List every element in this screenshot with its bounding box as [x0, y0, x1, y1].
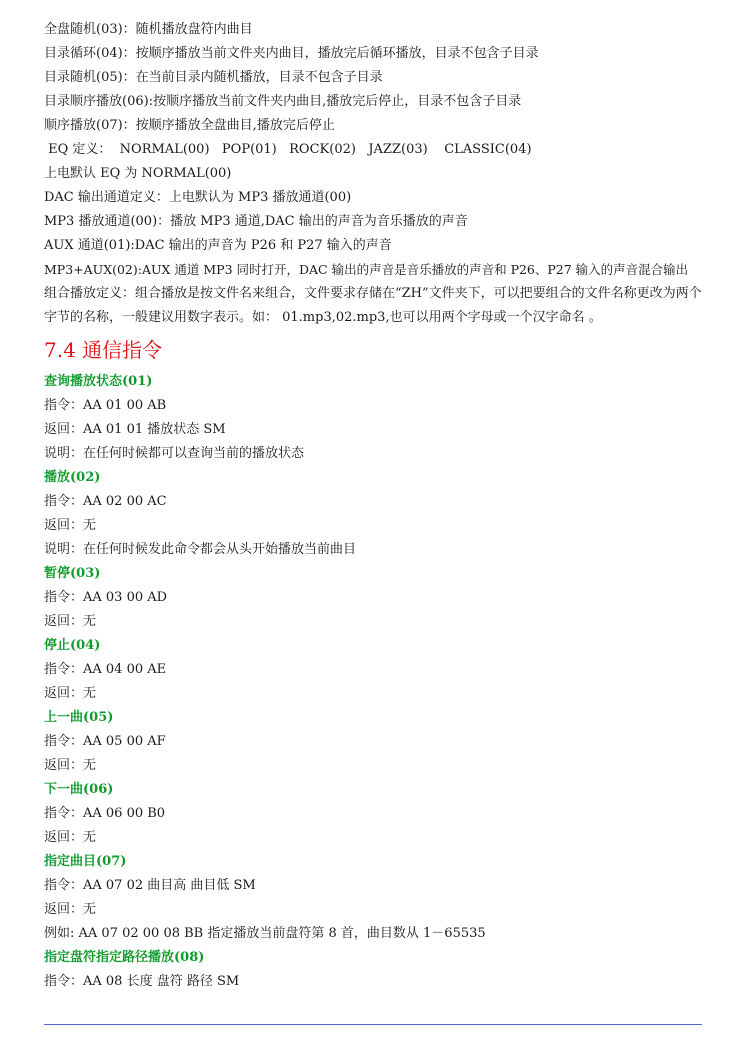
intro-line: DAC 输出通道定义：上电默认为 MP3 播放通道(00): [44, 190, 352, 205]
intro-line: 目录循环(04)：按顺序播放当前文件夹内曲目，播放完后循环播放，目录不包含子目录: [44, 46, 539, 61]
command-title: 指定盘符指定路径播放(08): [44, 950, 205, 965]
command-title: 播放(02): [44, 470, 101, 485]
command-line: 返回：AA 01 01 播放状态 SM: [44, 422, 226, 437]
intro-line: 顺序播放(07)：按顺序播放全盘曲目,播放完后停止: [44, 118, 335, 133]
command-list: [44, 370, 714, 994]
command-title: 上一曲(05): [44, 710, 114, 725]
section-title: 7.4 通信指令: [44, 338, 163, 362]
command-line: 指令：AA 08 长度 盘符 路径 SM: [44, 974, 240, 989]
command-item: [44, 850, 714, 946]
command-line: 说明：在任何时候发此命令都会从头开始播放当前曲目: [44, 542, 357, 557]
command-title: 下一曲(06): [44, 782, 114, 797]
command-item: [44, 634, 714, 706]
command-line: 指令：AA 05 00 AF: [44, 734, 166, 749]
document-body: [44, 18, 714, 994]
command-line: 返回：无: [44, 686, 97, 701]
command-item: [44, 706, 714, 778]
command-line: 指令：AA 06 00 B0: [44, 806, 166, 821]
command-line: 返回：无: [44, 830, 97, 845]
command-line: 说明：在任何时候都可以查询当前的播放状态: [44, 446, 305, 461]
command-line: 例如: AA 07 02 00 08 BB 指定播放当前盘符第 8 首，曲目数从 1－65535: [44, 926, 486, 941]
command-item: [44, 370, 714, 466]
command-item: [44, 778, 714, 850]
intro-line: 目录顺序播放(06):按顺序播放当前文件夹内曲目,播放完后停止，目录不包含子目录: [44, 94, 522, 109]
command-line: 指令：AA 03 00 AD: [44, 590, 168, 605]
command-line: 返回：无: [44, 614, 97, 629]
command-item: [44, 466, 714, 562]
intro-line: MP3 播放通道(00)：播放 MP3 通道,DAC 输出的声音为音乐播放的声音: [44, 214, 468, 229]
command-item: [44, 562, 714, 634]
command-title: 暂停(03): [44, 566, 101, 581]
intro-line: 目录随机(05)：在当前目录内随机播放，目录不包含子目录: [44, 70, 383, 85]
command-line: 返回：无: [44, 902, 97, 917]
eq-definition-line: EQ 定义： NORMAL(00) POP(01) ROCK(02) JAZZ(03) CLASSIC(04): [44, 142, 532, 157]
intro-line: MP3+AUX(02):AUX 通道 MP3 同时打开，DAC 输出的声音是音乐播放的声音和 P26、P27 输入的声音混合输出: [44, 262, 689, 277]
command-line: 指令：AA 04 00 AE: [44, 662, 167, 677]
footer-divider: [44, 1024, 702, 1025]
combo-play-paragraph: 组合播放定义：组合播放是按文件名来组合，文件要求存储在“ZH”文件夹下，可以把要组合的文件名称更改为两个字节的名称，一般建议用数字表示。如： 01.mp3,02.mp3,也可以用两个字母或一个汉字命名 。: [44, 286, 702, 325]
command-title: 查询播放状态(01): [44, 374, 153, 389]
intro-line: 全盘随机(03)：随机播放盘符内曲目: [44, 22, 253, 37]
command-line: 指令：AA 07 02 曲目高 曲目低 SM: [44, 878, 256, 893]
intro-line: AUX 通道(01):DAC 输出的声音为 P26 和 P27 输入的声音: [44, 238, 392, 253]
command-line: 指令：AA 01 00 AB: [44, 398, 167, 413]
command-item: [44, 946, 714, 994]
command-line: 返回：无: [44, 518, 97, 533]
command-line: 指令：AA 02 00 AC: [44, 494, 167, 509]
command-title: 停止(04): [44, 638, 101, 653]
command-title: 指定曲目(07): [44, 854, 127, 869]
command-line: 返回：无: [44, 758, 97, 773]
intro-block: [44, 18, 714, 330]
intro-line: 上电默认 EQ 为 NORMAL(00): [44, 166, 232, 181]
